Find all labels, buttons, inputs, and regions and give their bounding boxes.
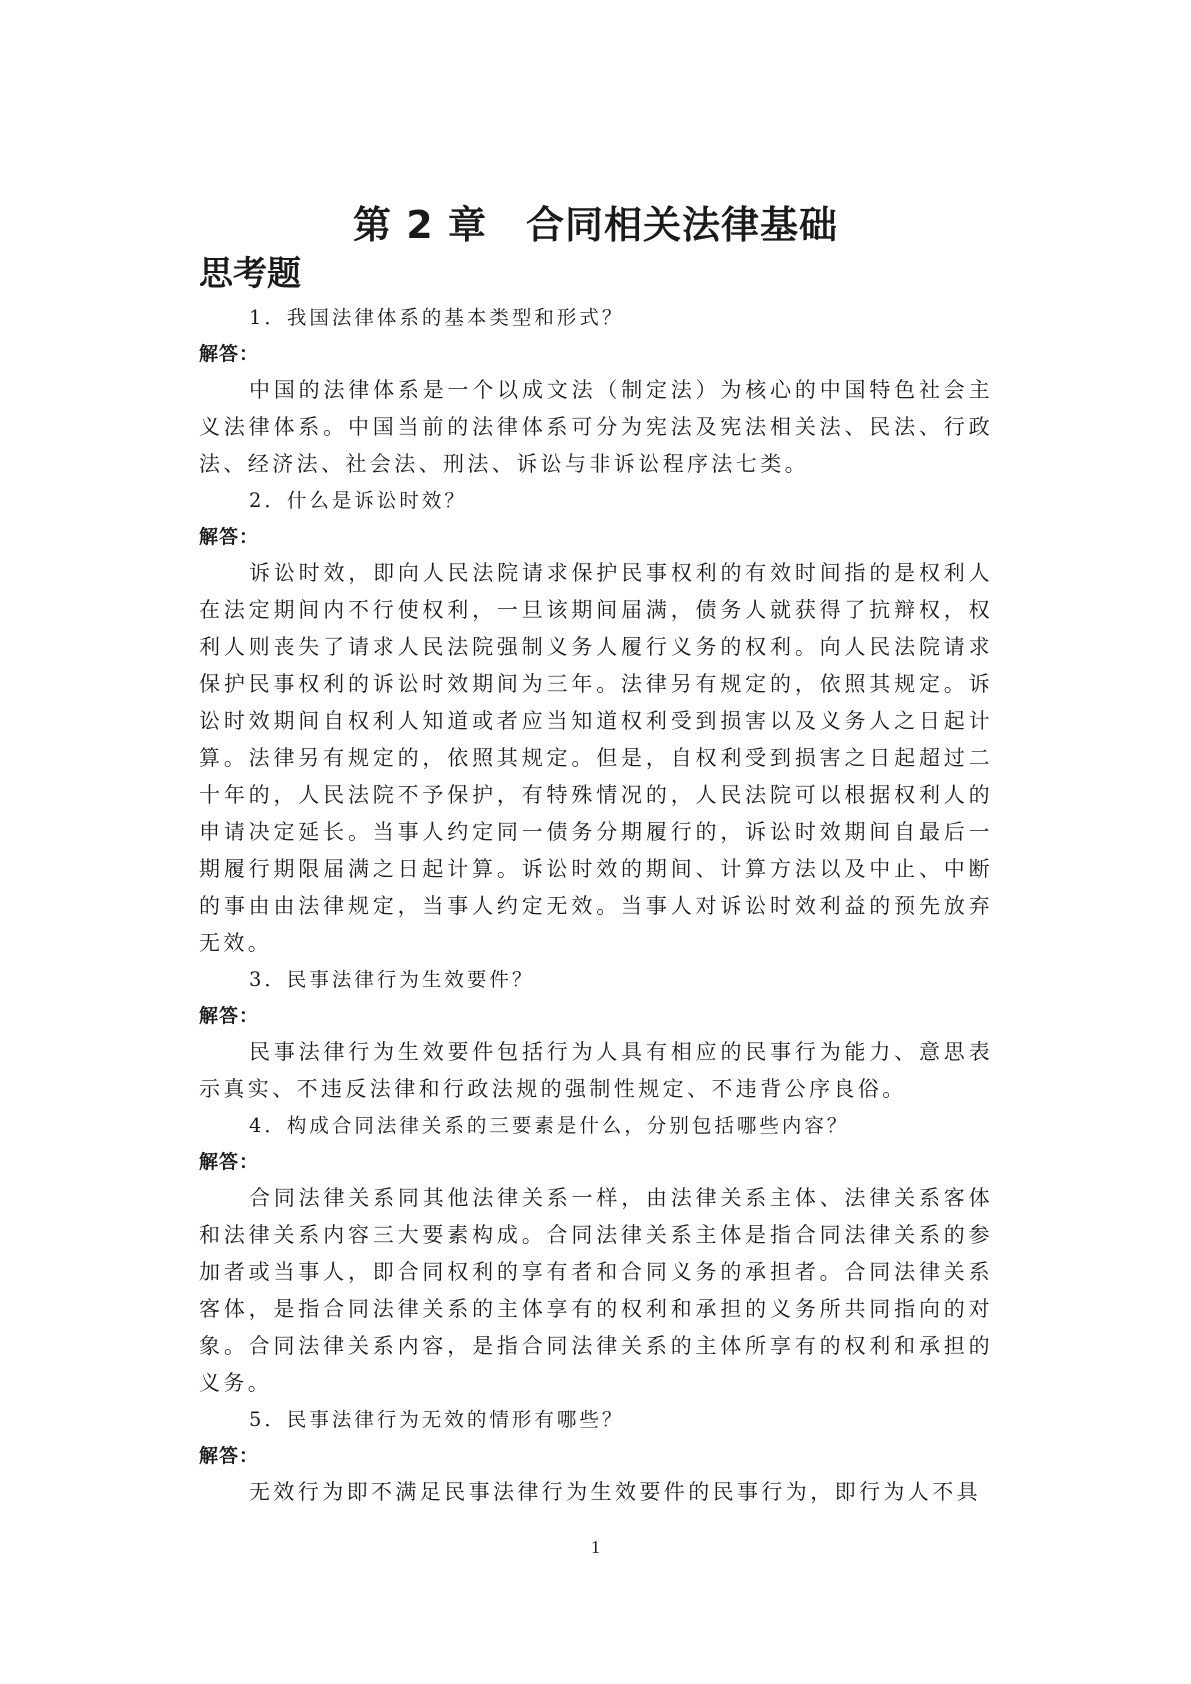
answer-1: 中国的法律体系是一个以成文法（制定法）为核心的中国特色社会主义法律体系。中国当前的法律体系可分为宪法及宪法相关法、民法、行政法、经济法、社会法、刑法、诉讼与非诉讼程序法七类。 [199,378,993,476]
question-1: 1．我国法律体系的基本类型和形式？ [249,306,625,329]
answer-5: 无效行为即不满足民事法律行为生效要件的民事行为，即行为人不具 [249,1480,981,1504]
page-number: 1 [591,1537,600,1557]
question-5: 5．民事法律行为无效的情形有哪些？ [249,1408,625,1431]
answer-4: 合同法律关系同其他法律关系一样，由法律关系主体、法律关系客体和法律关系内容三大要素构成。合同法律关系主体是指合同法律关系的参加者或当事人，即合同权利的享有者和合同义务的承担者。合同法律关系客体，是指合同法律关系的主体享有的权利和承担的义务所共同指向的对象。合同法律关系内容，是指合同法律关系的主体所享有的权利和承担的义务。 [199,1186,993,1395]
answer-3: 民事法律行为生效要件包括行为人具有相应的民事行为能力、意思表示真实、不违反法律和行政法规的强制性规定、不违背公序良俗。 [199,1040,993,1101]
answer-label-1: 解答： [199,343,260,365]
answer-label-4: 解答： [199,1151,260,1173]
question-4: 4．构成合同法律关系的三要素是什么，分别包括哪些内容？ [249,1114,850,1137]
question-3: 3．民事法律行为生效要件？ [249,968,535,991]
chapter-title: 第 2 章 合同相关法律基础 [353,203,838,247]
question-2: 2．什么是诉讼时效？ [249,489,467,512]
qa-content [199,300,993,1540]
answer-label-5: 解答： [199,1445,260,1467]
section-title: 思考题 [199,254,301,294]
answer-2: 诉讼时效，即向人民法院请求保护民事权利的有效时间指的是权利人在法定期间内不行使权利，一旦该期间届满，债务人就获得了抗辩权，权利人则丧失了请求人民法院强制义务人履行义务的权利。向人民法院请求保护民事权利的诉讼时效期间为三年。法律另有规定的，依照其规定。诉讼时效期间自权利人知道或者应当知道权利受到损害以及义务人之日起计算。法律另有规定的，依照其规定。但是，自权利受到损害之日起超过二十年的，人民法院不予保护，有特殊情况的，人民法院可以根据权利人的申请决定延长。当事人约定同一债务分期履行的，诉讼时效期间自最后一期履行期限届满之日起计算。诉讼时效的期间、计算方法以及中止、中断的事由由法律规定，当事人约定无效。当事人对诉讼时效利益的预先放弃无效。 [199,561,993,955]
answer-label-2: 解答： [199,526,260,548]
answer-label-3: 解答： [199,1005,260,1027]
